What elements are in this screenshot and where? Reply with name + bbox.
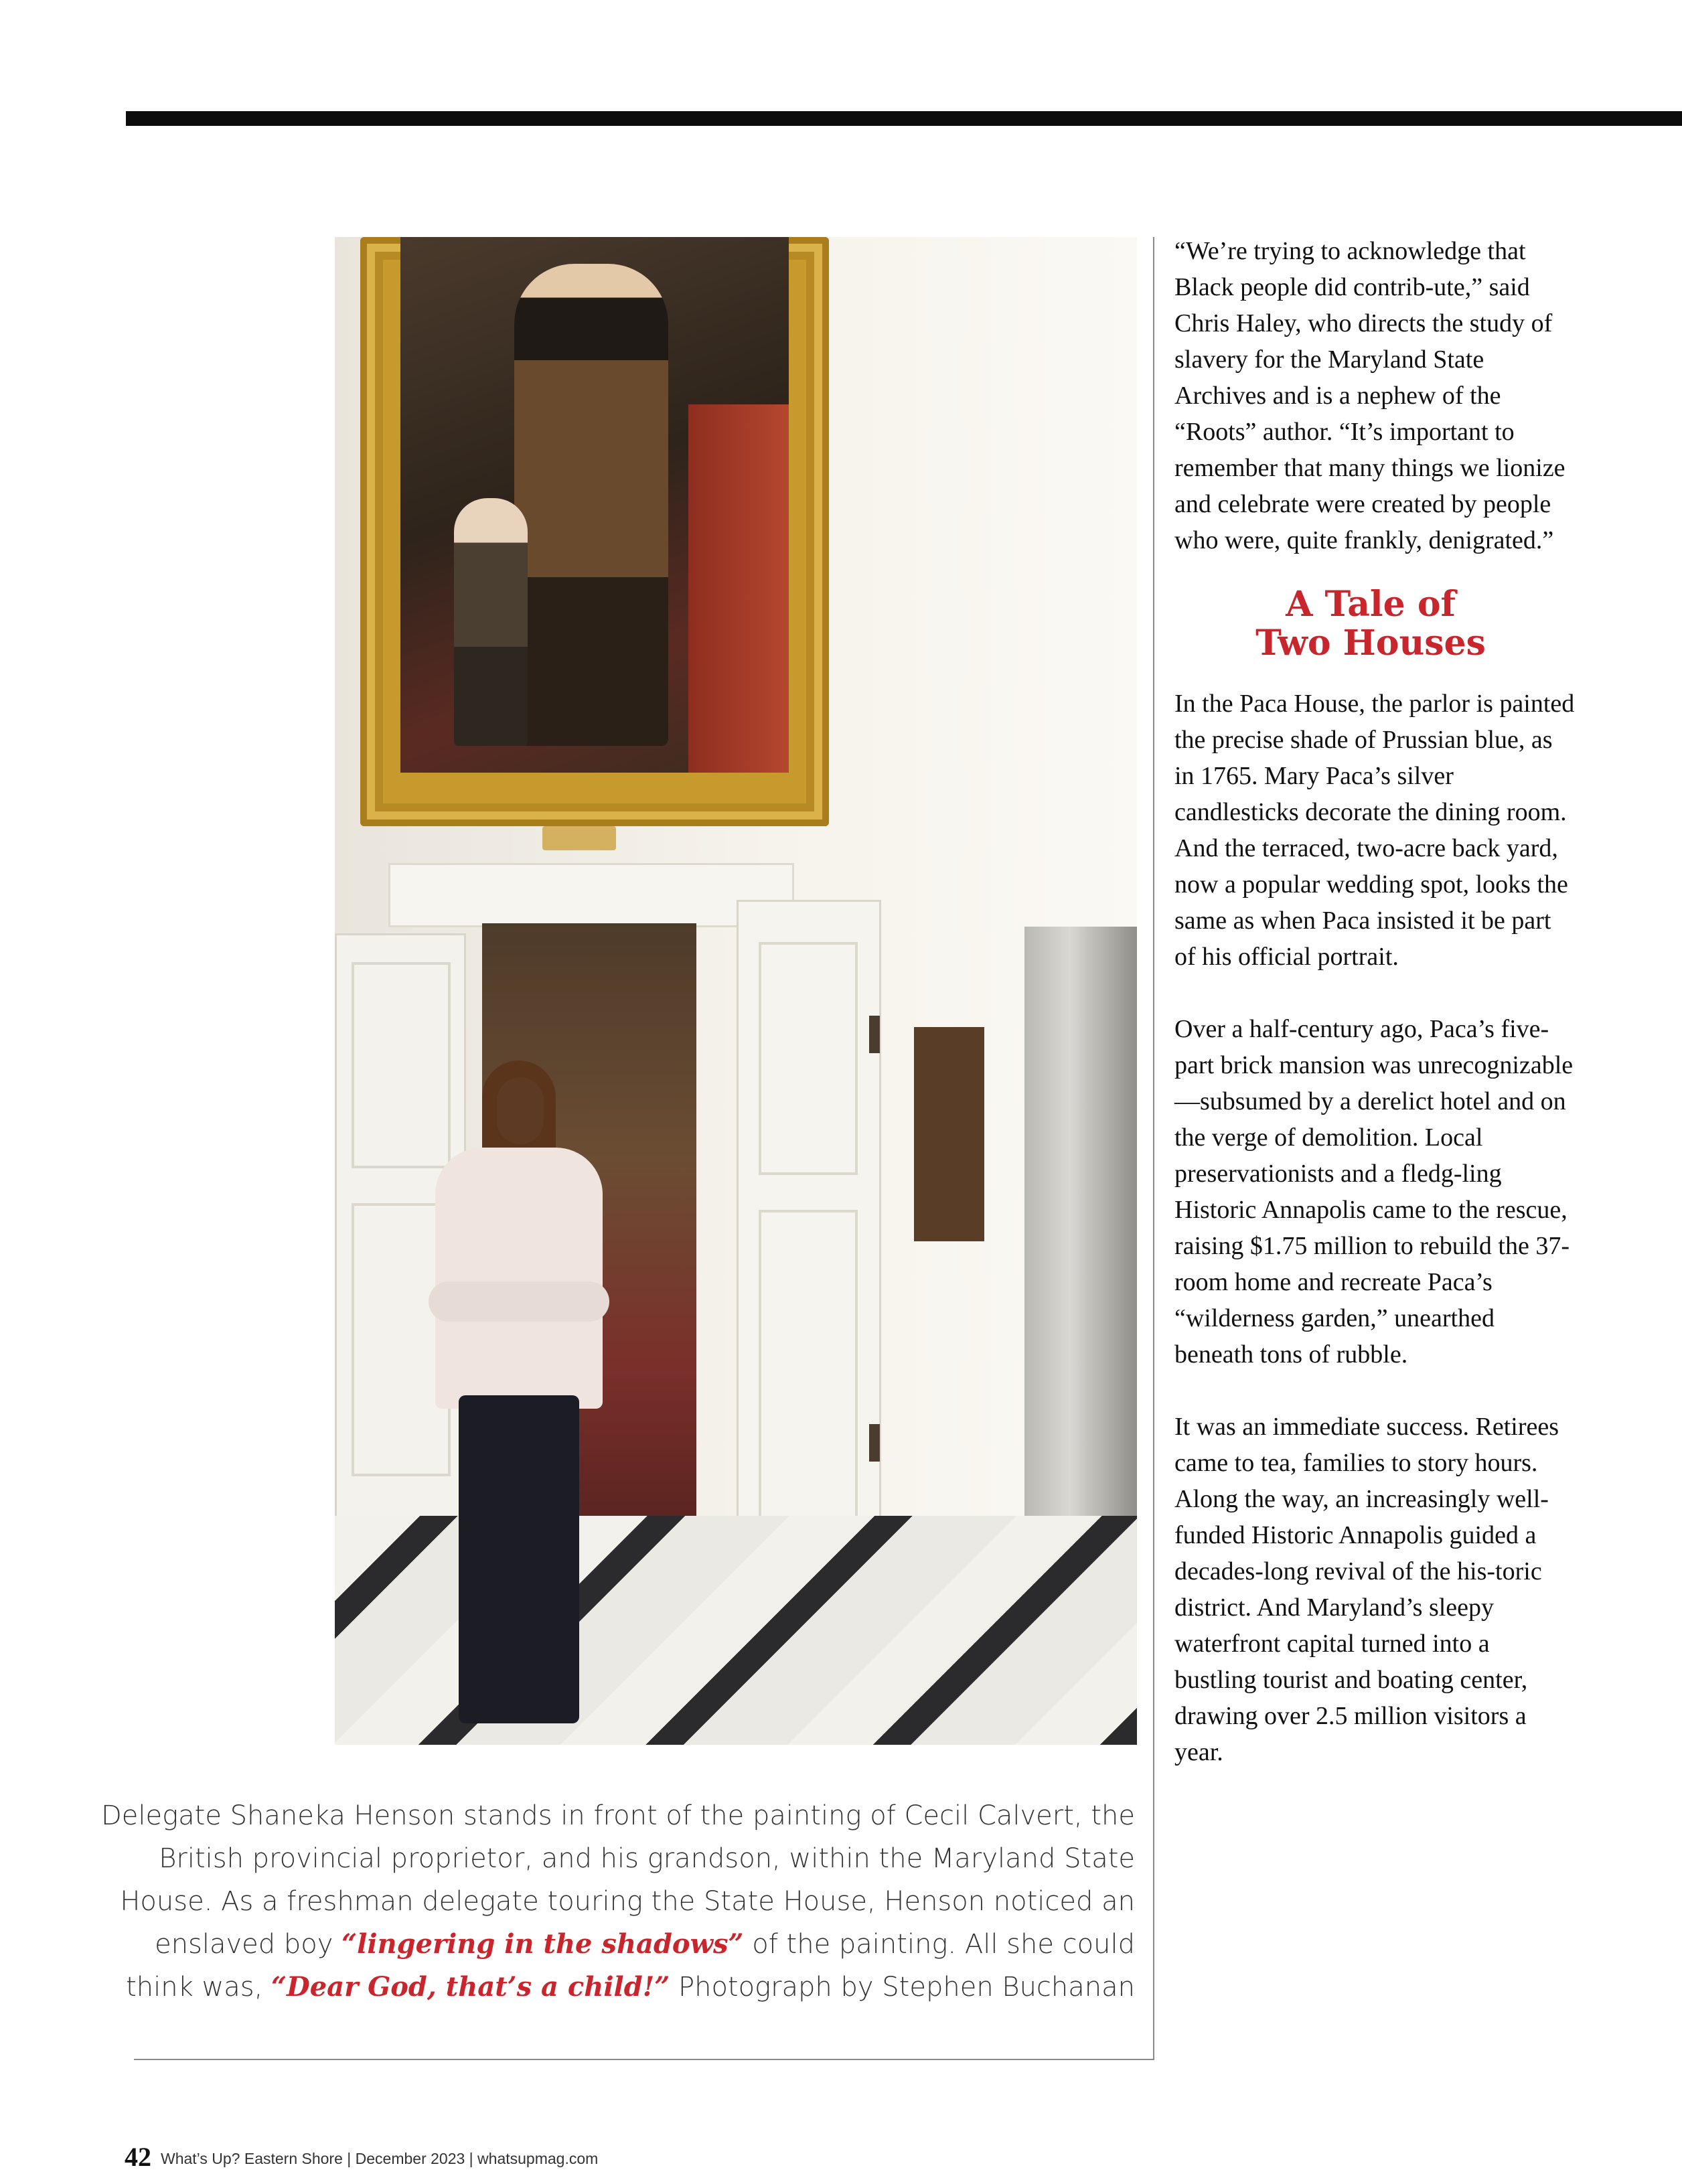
page-footer [125,2141,598,2173]
caption-rule [134,2059,1154,2060]
caption-quote-2: “Dear God, that’s a child!” [271,1971,670,2003]
painting-plaque [542,826,616,850]
calvert-painting [400,237,789,773]
door-lintel [388,863,794,927]
painting-red-drape [688,404,789,773]
article-paragraph: In the Paca House, the parlor is painted the precise shade of Prussian blue, as in 1765. Mary Paca’s silver candlesticks decorate the dining room. And the terraced, two-acre back yard, now a popular wedding spot, looks the same as when Paca insisted it be part of his official portrait. [1174,690,1575,971]
caption-text-1: Delegate Shaneka Henson stands in front of the painting of Cecil Calvert, the British provincial proprietor, and his grandson, within the Maryland State House. As a freshman delegate touring the State House, Henson noticed an enslaved boy [100,1800,1135,1960]
section-subhead [1166,585,1575,663]
article-column [1166,233,1575,1770]
photo-shaneka-henson-state-house [335,237,1137,1745]
delegate-shaneka-henson [408,1061,629,1730]
page-number: 42 [125,2142,151,2172]
article-paragraph: Over a half-century ago, Paca’s five-part brick mansion was unrecognizable—subsumed by a derelict hotel and on the verge of demolition. Local preservationists and a fledg-ling Historic Annapolis came to the rescue, raising $1.75 million to rebuild the 37-room home and recreate Paca’s “wilderness garden,” unearthed beneath tons of rubble. [1174,1015,1574,1369]
caption-credit: Photograph by Stephen Buchanan [670,1972,1135,2003]
subhead-line-1: A Tale of [1286,584,1456,625]
subhead-line-2: Two Houses [1255,623,1486,664]
gilded-frame [360,237,829,826]
column-rule [1153,237,1154,2059]
footer-text: What’s Up? Eastern Shore | December 2023 | whatsupmag.com [161,2150,599,2167]
painting-grandson [454,498,528,746]
photo-caption [87,1794,1135,2009]
caption-quote-1: “lingering in the shadows” [341,1928,744,1960]
article-paragraph: It was an immediate success. Retirees came to tea, families to story hours. Along the way, an increasingly well-funded Historic Annapolis guided a decades-long revival of the his-toric district. And Maryland’s sleepy waterfront capital turned into a bustling tourist and boating center, drawing over 2.5 million visitors a year. [1174,1413,1559,1766]
article-paragraph: “We’re trying to acknowledge that Black people did contrib-ute,” said Chris Haley, who directs the study of slavery for the Maryland State Archives and is a nephew of the “Roots” author. “It’s important to remember that many things we lionize and celebrate were created by people who were, quite frankly, denigrated.” [1174,237,1565,554]
painting-cecil-calvert [514,264,668,746]
wall-sign [914,1027,984,1241]
caption-text-2: of the painting. All she could think was, [126,1929,1135,2003]
top-rule [126,111,1682,126]
right-door [737,900,881,1573]
